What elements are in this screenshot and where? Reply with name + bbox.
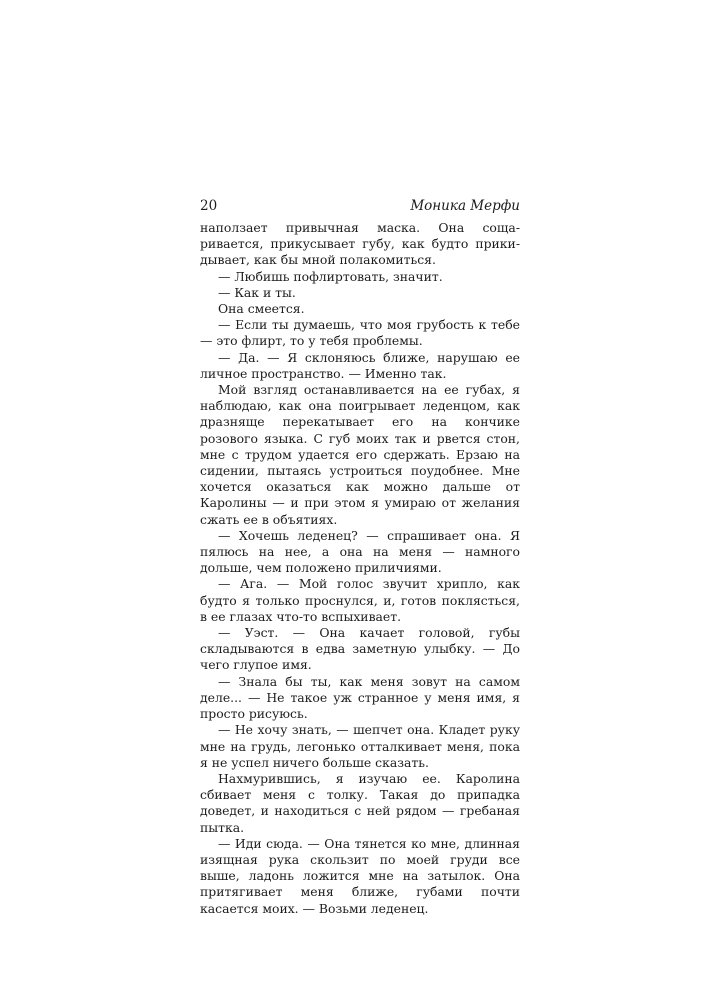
paragraph: Мой взгляд останавливается на ее губах, я наблюдаю, как она поигрывает леденцом, как дразняще перекатывает его на кончике розового языка. С губ моих так и рвется стон, мне с трудом удается его сдержать. Ерзаю на сидении, пытаясь устроиться поудобнее. Мне хочется оказаться как можно дальше от Каролины — и при этом я умираю от желания сжать ее в объятиях. [200, 382, 520, 527]
paragraph: — Знала бы ты, как меня зовут на самом деле... — Не такое уж странное у меня имя, я просто рисуюсь. [200, 673, 520, 722]
paragraph: — Любишь пофлиртовать, значит. [218, 268, 443, 284]
paragraph: — Иди сюда. — Она тянется ко мне, длинная изящная рука скользит по моей груди все выше, ладонь ложится мне на затылок. Она притягивает меня ближе, губами почти касается моих. — Возьми леденец. [200, 835, 520, 916]
running-head-author: Моника Мерфи [410, 198, 520, 214]
paragraph: — Хочешь леденец? — спрашивает она. Я пялюсь на нее, а она на меня — намного дольше, чем положено приличиями. [200, 527, 520, 576]
paragraph: — Как и ты. [218, 284, 296, 300]
paragraph: — Уэст. — Она качает головой, губы складываются в едва заметную улыбку. — До чего глупое имя. [200, 625, 520, 673]
paragraph: — Да. — Я склоняюсь ближе, нарушаю ее личное пространство. — Именно так. [200, 349, 520, 381]
page-number: 20 [200, 198, 218, 214]
paragraph: — Не хочу знать, — шепчет она. Кладет руку мне на грудь, легонько отталкивает меня, пока я не успел ничего больше сказать. [200, 722, 520, 770]
paragraph: Она смеется. [218, 301, 305, 317]
running-head [200, 196, 520, 216]
paragraph: — Если ты думаешь, что моя грубость к тебе — это флирт, то у тебя проблемы. [200, 317, 520, 349]
paragraph: наползает привычная маска. Она сощаривается, прикусывает губу, как будто прикидывает, как бы мной полакомиться. [200, 220, 520, 268]
paragraph: — Ага. — Мой голос звучит хрипло, как будто я только проснулся, и, готов поклясться, в ее глазах что-то вспыхивает. [200, 576, 520, 624]
book-page [200, 196, 520, 917]
body-text [200, 220, 520, 917]
paragraph: Нахмурившись, я изучаю ее. Каролина сбивает меня с толку. Такая до припадка доведет, и находиться с ней рядом — гребаная пытка. [200, 770, 520, 835]
